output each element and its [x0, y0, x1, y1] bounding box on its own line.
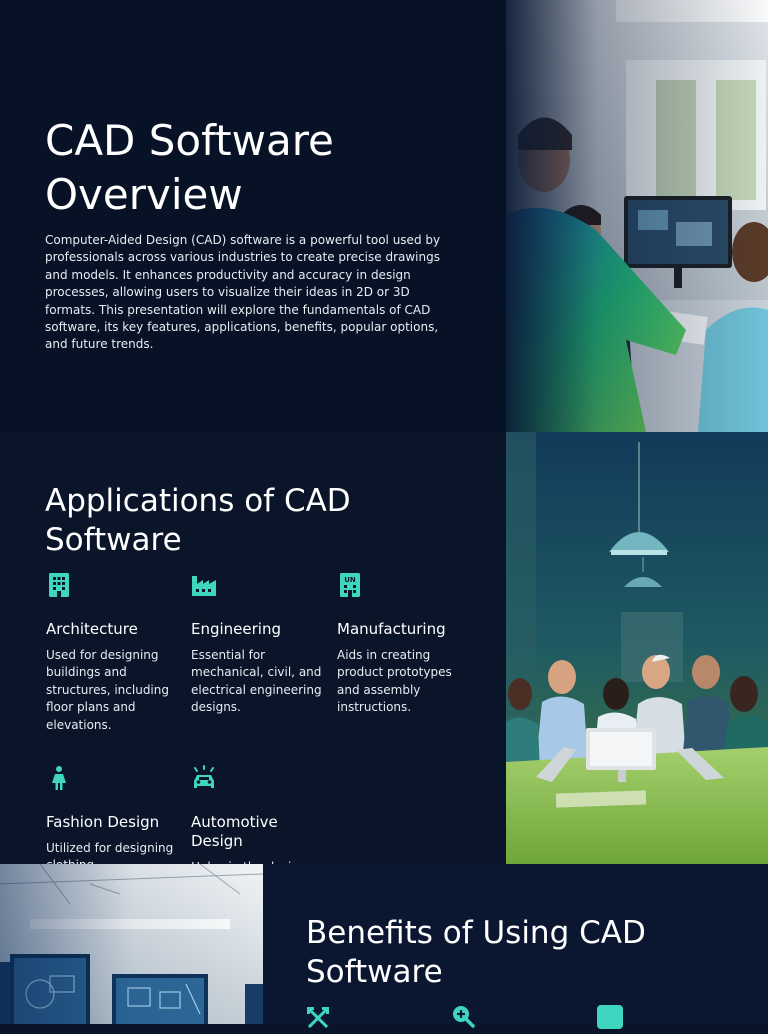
slide-description: Computer-Aided Design (CAD) software is a powerful tool used by professionals across various industries to create precise drawings and models. It enhances productivity and accuracy in design processes, allowing users to visualize their ideas in 2D or 3D formats. This presentation will explore the fundamentals of CAD software, its key features, applications, benefits, popular options, and future trends.: [45, 233, 441, 352]
office-team-photo: [506, 0, 768, 432]
slide-benefits: [0, 864, 768, 1024]
square-icon: [597, 1005, 623, 1033]
card-title: Automotive Design: [191, 813, 278, 850]
card-description: Aids in creating product prototypes and assembly instructions.: [337, 648, 452, 715]
application-card-engineering: [191, 572, 326, 717]
cad-workstation-photo: [0, 864, 263, 1024]
application-card-manufacturing: [337, 572, 472, 717]
card-title: Manufacturing: [337, 620, 446, 638]
slide-title: Benefits of Using CAD Software: [306, 915, 646, 990]
slide-cad-overview: [0, 0, 768, 432]
person-dress-icon: [46, 765, 72, 791]
building-icon: [46, 572, 72, 598]
card-description: Utilized for designing: [46, 841, 174, 855]
slide-applications: [0, 432, 768, 864]
slide-title: Applications of CAD Software: [45, 483, 351, 558]
card-title: Architecture: [46, 620, 138, 638]
application-card-automotive-design: [191, 765, 326, 876]
application-card-fashion-design: [46, 765, 181, 875]
application-card-architecture: [46, 572, 181, 734]
team-meeting-photo: [506, 432, 768, 864]
car-icon: [191, 765, 217, 791]
card-description: Essential for mechanical, civil, and electrical engineering designs.: [191, 648, 322, 715]
expand-arrows-icon: [306, 1006, 330, 1034]
svg-text:UN: UN: [344, 576, 356, 584]
card-description: Used for designing buildings and structures, including floor plans and elevations.: [46, 648, 169, 732]
un-building-icon: [337, 572, 363, 598]
slide-title: CAD Software Overview: [45, 116, 334, 219]
card-title: Engineering: [191, 620, 281, 638]
card-title: Fashion Design: [46, 813, 160, 831]
zoom-in-icon: [451, 1004, 475, 1032]
factory-icon: [191, 572, 217, 598]
